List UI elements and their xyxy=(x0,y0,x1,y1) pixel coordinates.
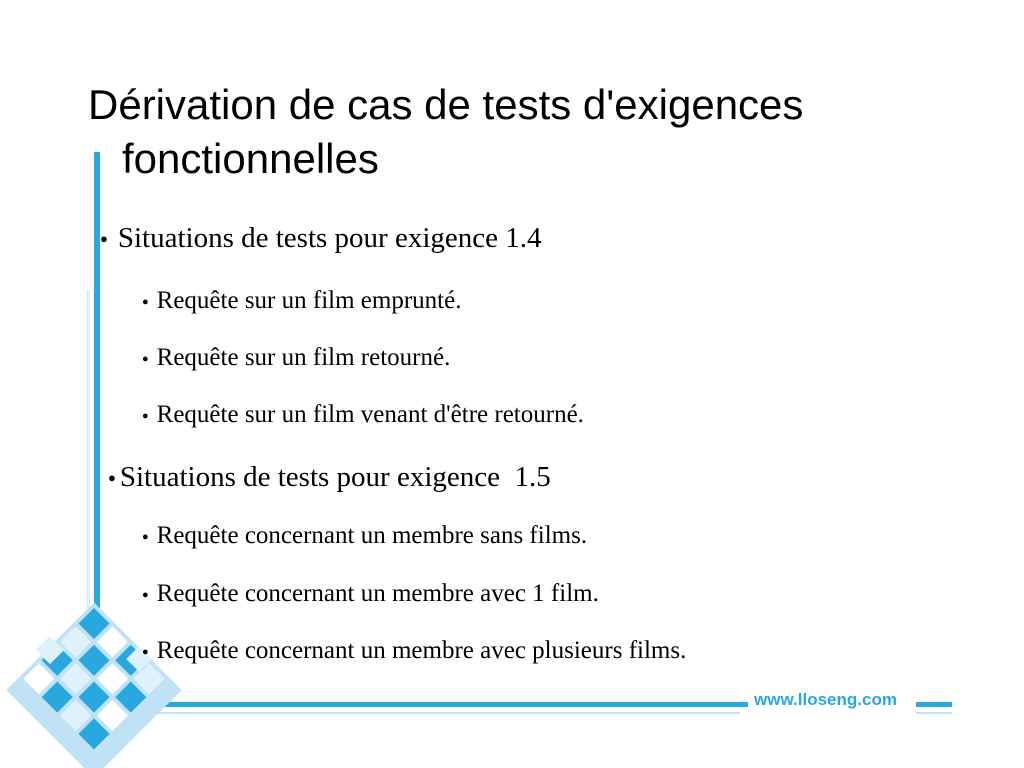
list-item-text: Requête concernant un membre avec plusieurs films. xyxy=(156,637,687,664)
list-item xyxy=(142,522,587,550)
list-item xyxy=(142,401,584,429)
footer-url: www.lloseng.com xyxy=(754,690,897,709)
bullet-icon: ● xyxy=(142,646,149,658)
bullet-icon: ● xyxy=(142,531,149,543)
list-item-text: Requête concernant un membre sans films. xyxy=(156,522,588,549)
list-item-text: Requête sur un film venant d'être retourné. xyxy=(156,401,584,428)
section-heading xyxy=(108,461,551,494)
section-heading xyxy=(100,222,542,255)
bullet-icon: ● xyxy=(142,353,149,365)
list-item-text: Requête concernant un membre avec 1 film. xyxy=(156,580,599,607)
list-item-text: Requête sur un film emprunté. xyxy=(156,287,462,314)
list-item xyxy=(142,637,686,665)
list-item xyxy=(142,580,599,608)
section-heading-text: Situations de tests pour exigence 1.4 xyxy=(117,222,542,254)
list-item xyxy=(142,287,461,315)
bullet-icon: ● xyxy=(142,410,149,422)
bullet-icon: ● xyxy=(142,589,149,601)
bullet-icon: ● xyxy=(108,470,116,485)
bullet-icon: ● xyxy=(142,296,149,308)
bullet-icon: ● xyxy=(100,231,108,246)
list-item-text: Requête sur un film retourné. xyxy=(156,344,451,371)
list-item xyxy=(142,344,450,372)
section-heading-text: Situations de tests pour exigence 1.5 xyxy=(119,461,551,493)
slide-title-line2: fonctionnelles xyxy=(122,135,379,182)
slide-title-line1: Dérivation de cas de tests d'exigences xyxy=(88,81,804,128)
